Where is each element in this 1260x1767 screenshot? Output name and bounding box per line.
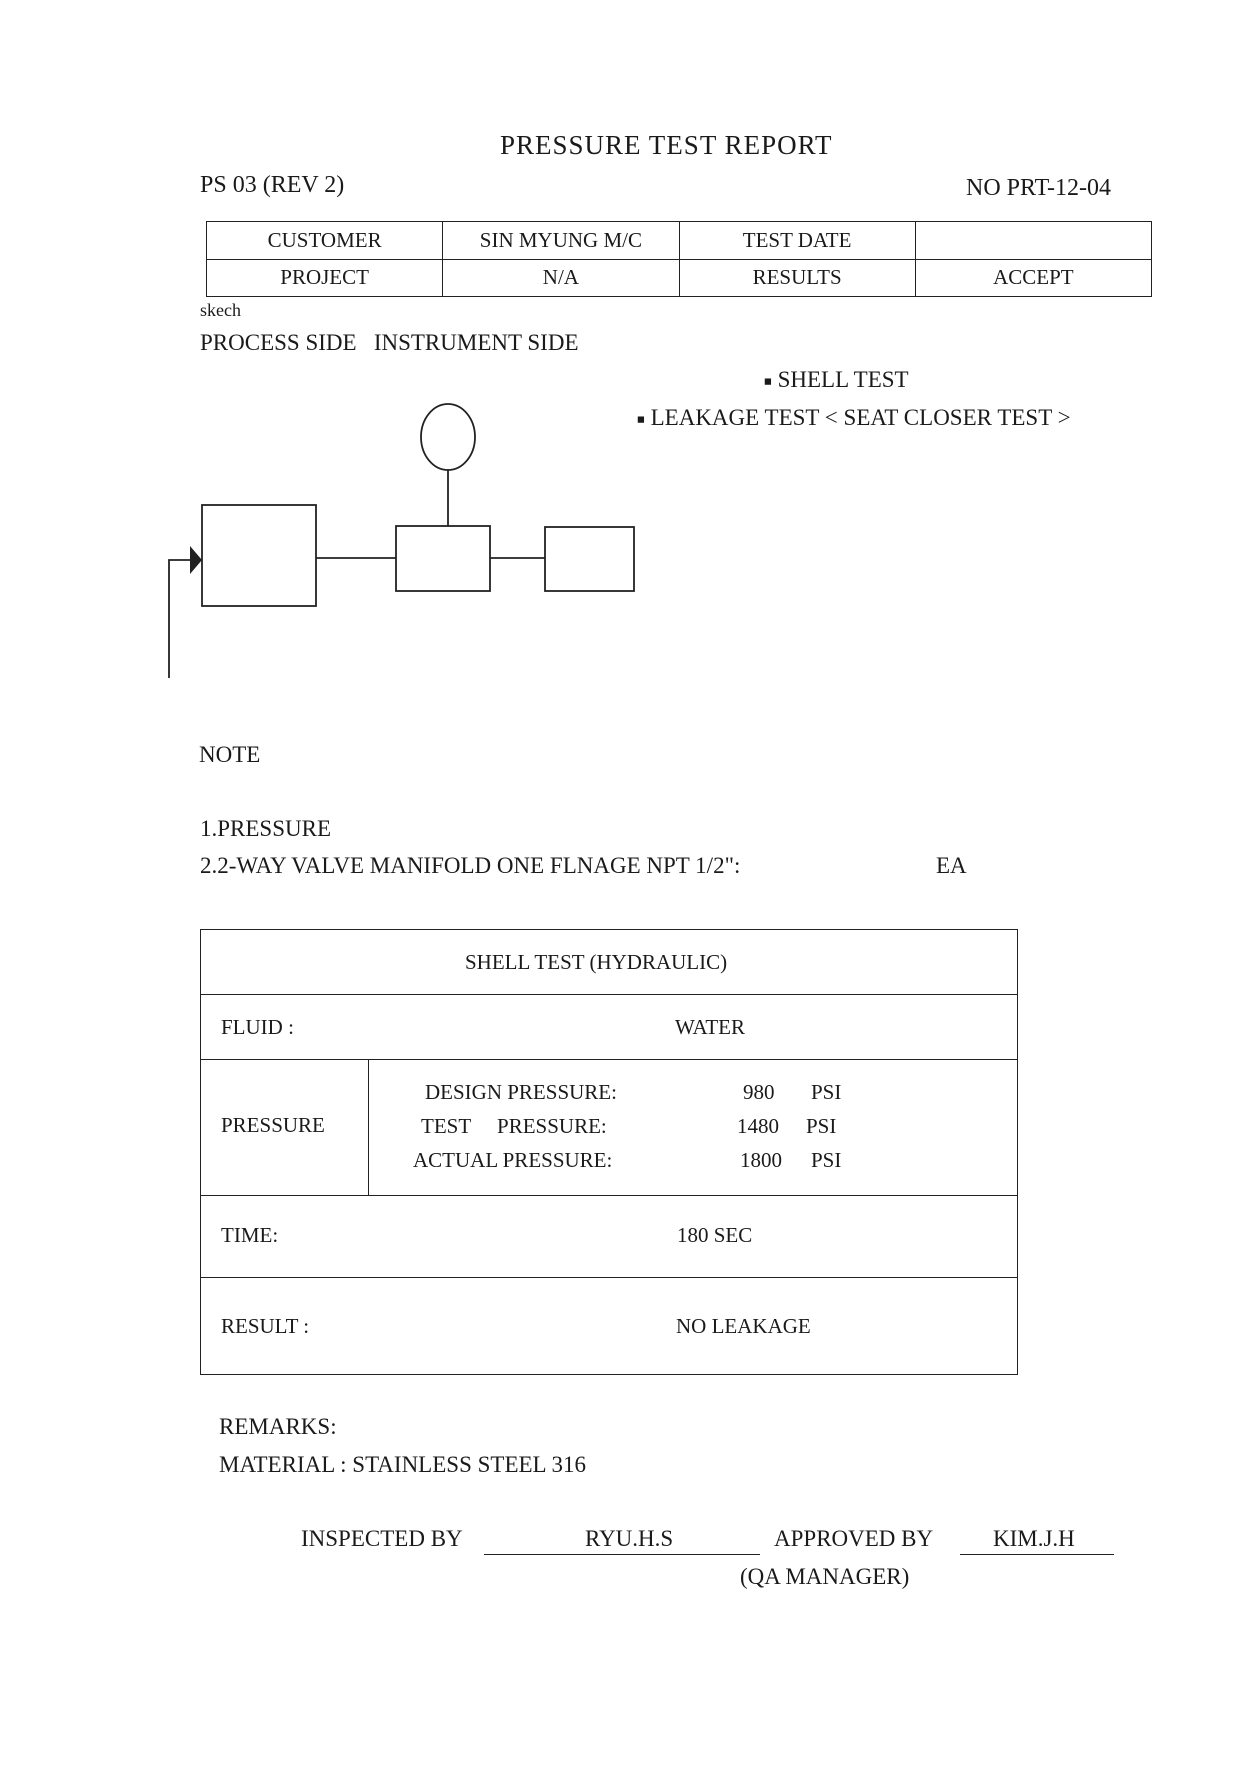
customer-label: CUSTOMER [207, 222, 443, 260]
result-label: RESULT : [221, 1314, 310, 1338]
actual-pressure-unit: PSI [811, 1148, 842, 1172]
remarks-heading: REMARKS: [219, 1414, 337, 1439]
test-pressure-label: TEST PRESSURE: [421, 1114, 607, 1138]
inspected-signature-line [484, 1554, 760, 1555]
note-item-manifold: 2.2-WAY VALVE MANIFOLD ONE FLNAGE NPT 1/2": [200, 853, 741, 878]
leakage-test-bullet [637, 405, 1071, 431]
manifold-sketch [0, 0, 700, 700]
actual-pressure-label: ACTUAL PRESSURE: [413, 1148, 613, 1172]
test-date-value [915, 222, 1151, 260]
project-label: PROJECT [207, 259, 443, 297]
test-date-label: TEST DATE [679, 222, 915, 260]
table-row [201, 1060, 1017, 1196]
test-type-item: LEAKAGE TEST < SEAT CLOSER TEST > [650, 405, 1071, 430]
process-side-block [202, 505, 316, 606]
shell-test-title: SHELL TEST (HYDRAULIC) [465, 950, 728, 974]
arrow-icon [190, 546, 202, 574]
shell-test-bullet [764, 367, 909, 393]
table-row [201, 1196, 1017, 1278]
inspector-name: RYU.H.S [585, 1526, 674, 1551]
bullet-icon: ■ [637, 411, 645, 427]
design-pressure-unit: PSI [811, 1080, 842, 1104]
sketch-side-labels: PROCESS SIDE INSTRUMENT SIDE [200, 330, 579, 355]
approver-name: KIM.J.H [993, 1526, 1075, 1551]
fluid-value: WATER [675, 1015, 745, 1039]
actual-pressure-value: 1800 [740, 1148, 782, 1172]
remarks-material: MATERIAL : STAINLESS STEEL 316 [219, 1452, 587, 1477]
results-label: RESULTS [679, 259, 915, 297]
note-item-pressure: 1.PRESSURE [200, 816, 332, 841]
result-value: NO LEAKAGE [676, 1314, 811, 1338]
inlet-line [169, 560, 192, 678]
pressure-label: PRESSURE [221, 1113, 325, 1137]
test-type-item: SHELL TEST [777, 367, 909, 392]
table-row [201, 930, 1017, 995]
note-unit: EA [936, 853, 967, 878]
test-pressure-unit: PSI [806, 1114, 837, 1138]
sketch-label: skech [200, 300, 241, 320]
approved-by-label: APPROVED BY [774, 1526, 934, 1551]
pressure-gauge-icon [421, 404, 475, 470]
results-value: ACCEPT [915, 259, 1151, 297]
note-heading: NOTE [199, 742, 261, 767]
valve-block [396, 526, 490, 591]
bullet-icon: ■ [764, 373, 772, 389]
table-row [201, 1278, 1017, 1374]
project-value: N/A [443, 259, 679, 297]
time-label: TIME: [221, 1223, 279, 1247]
customer-value: SIN MYUNG M/C [443, 222, 679, 260]
design-pressure-value: 980 [743, 1080, 775, 1104]
design-pressure-label: DESIGN PRESSURE: [425, 1080, 617, 1104]
table-row [201, 995, 1017, 1060]
fluid-label: FLUID : [221, 1015, 294, 1039]
test-pressure-value: 1480 [737, 1114, 779, 1138]
approved-signature-line [960, 1554, 1114, 1555]
shell-test-table [200, 929, 1018, 1375]
report-title: PRESSURE TEST REPORT [500, 130, 833, 160]
column-divider [368, 1060, 369, 1195]
inspected-by-label: INSPECTED BY [301, 1526, 463, 1551]
approver-role: (QA MANAGER) [740, 1564, 910, 1589]
time-value: 180 SEC [677, 1223, 753, 1247]
document-code: PS 03 (REV 2) [200, 172, 345, 198]
document-number: NO PRT-12-04 [966, 175, 1112, 201]
instrument-side-block [545, 527, 634, 591]
